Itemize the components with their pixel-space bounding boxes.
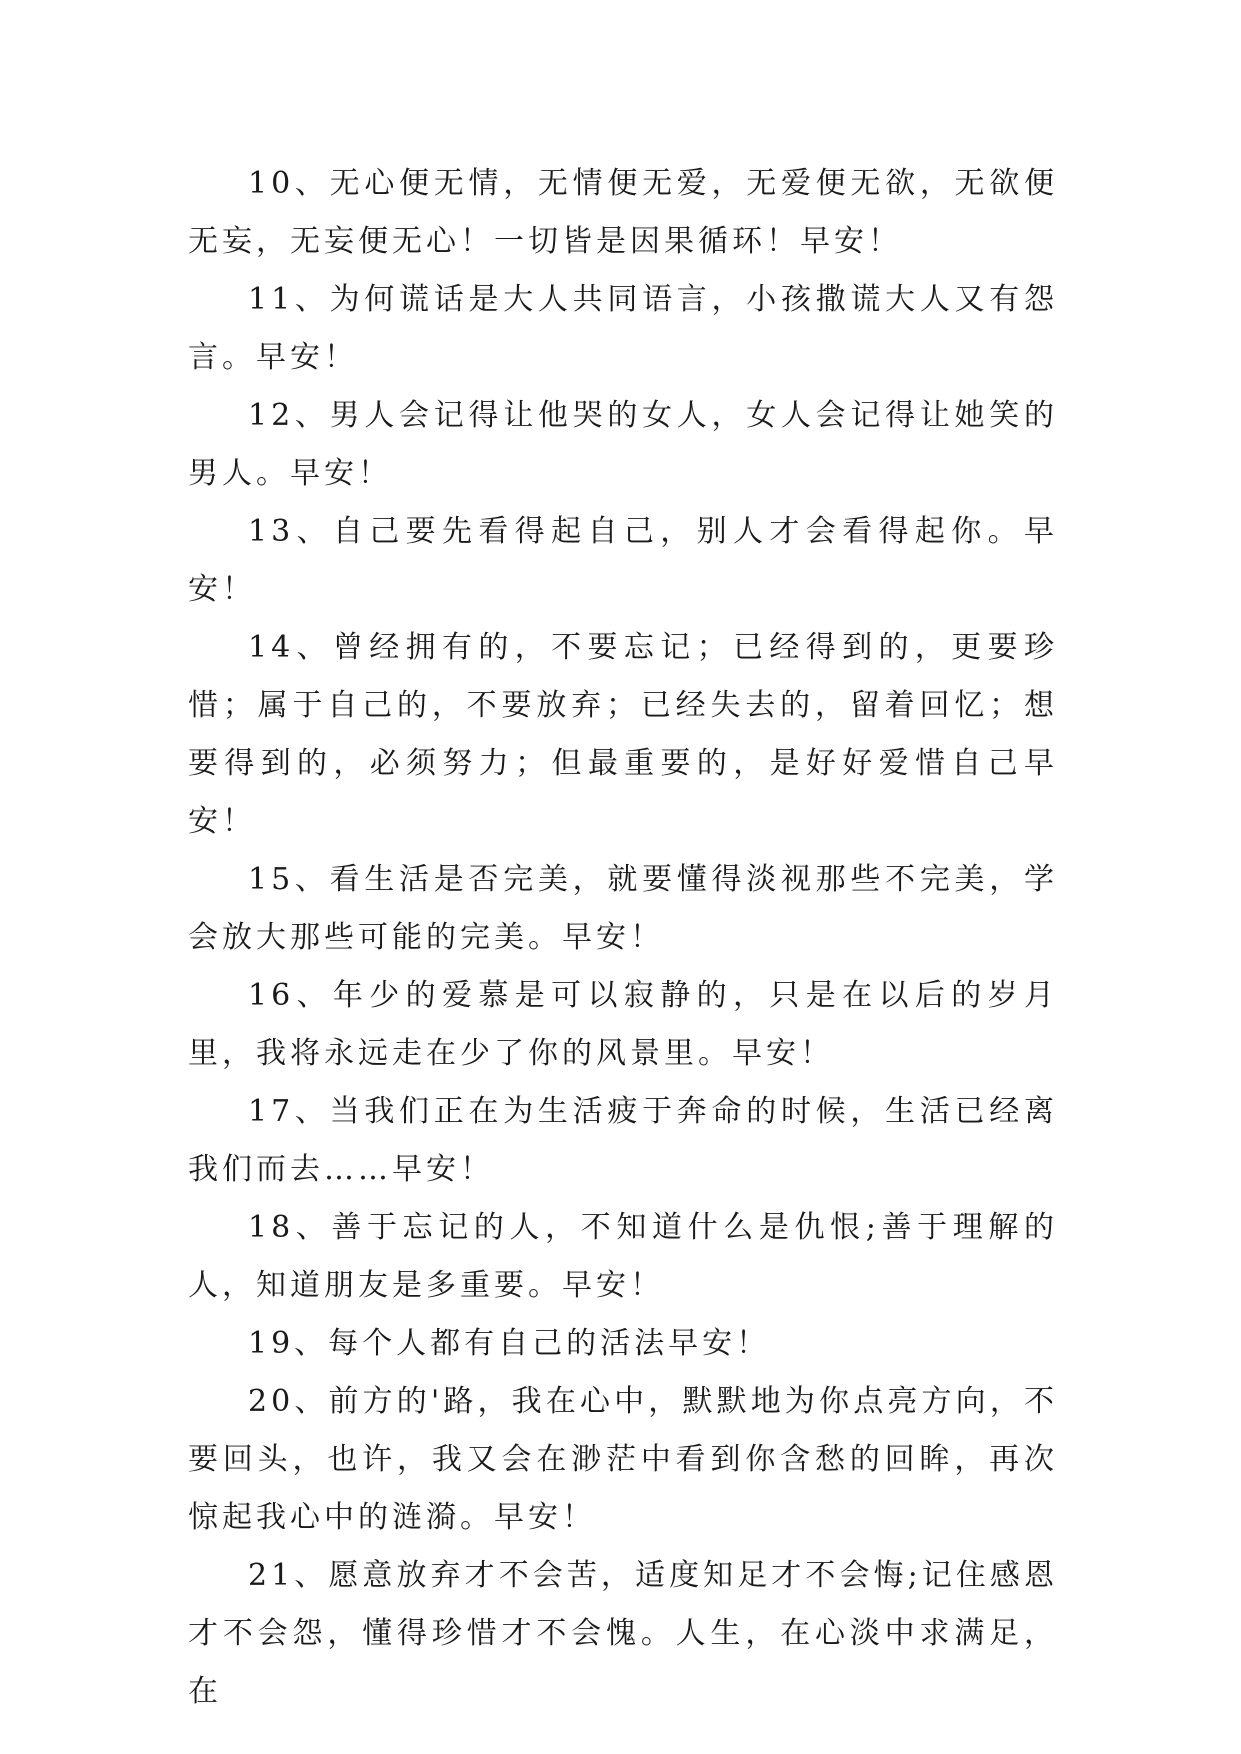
paragraph-21: 21、愿意放弃才不会苦，适度知足才不会悔;记住感恩才不会怨，懂得珍惜才不会愧。人生，在心淡中求满足，在 — [188, 1558, 1058, 1709]
paragraph-10: 10、无心便无情，无情便无爱，无爱便无欲，无欲便无妄，无妄便无心！一切皆是因果循环！早安！ — [188, 166, 1058, 259]
paragraph-11: 11、为何谎话是大人共同语言，小孩撒谎大人又有怨言。早安！ — [188, 282, 1058, 375]
paragraph-17: 17、当我们正在为生活疲于奔命的时候，生活已经离我们而去……早安！ — [188, 1094, 1058, 1187]
paragraph-13: 13、自己要先看得起自己，别人才会看得起你。早安！ — [188, 514, 1058, 607]
paragraph-20: 20、前方的'路，我在心中，默默地为你点亮方向，不要回头，也许，我又会在渺茫中看到你含愁的回眸，再次惊起我心中的涟漪。早安！ — [188, 1384, 1058, 1535]
paragraph-16: 16、年少的爱慕是可以寂静的，只是在以后的岁月里，我将永远走在少了你的风景里。早安！ — [188, 978, 1058, 1071]
document-body — [188, 155, 1058, 1721]
paragraph-19: 19、每个人都有自己的活法早安！ — [248, 1326, 771, 1361]
paragraph-12: 12、男人会记得让他哭的女人，女人会记得让她笑的男人。早安！ — [188, 398, 1058, 491]
paragraph-15: 15、看生活是否完美，就要懂得淡视那些不完美，学会放大那些可能的完美。早安！ — [188, 862, 1058, 955]
paragraph-18: 18、善于忘记的人，不知道什么是仇恨;善于理解的人，知道朋友是多重要。早安！ — [188, 1210, 1058, 1303]
paragraph-14: 14、曾经拥有的，不要忘记；已经得到的，更要珍惜；属于自己的，不要放弃；已经失去的，留着回忆；想要得到的，必须努力；但最重要的，是好好爱惜自己早安！ — [188, 630, 1058, 839]
